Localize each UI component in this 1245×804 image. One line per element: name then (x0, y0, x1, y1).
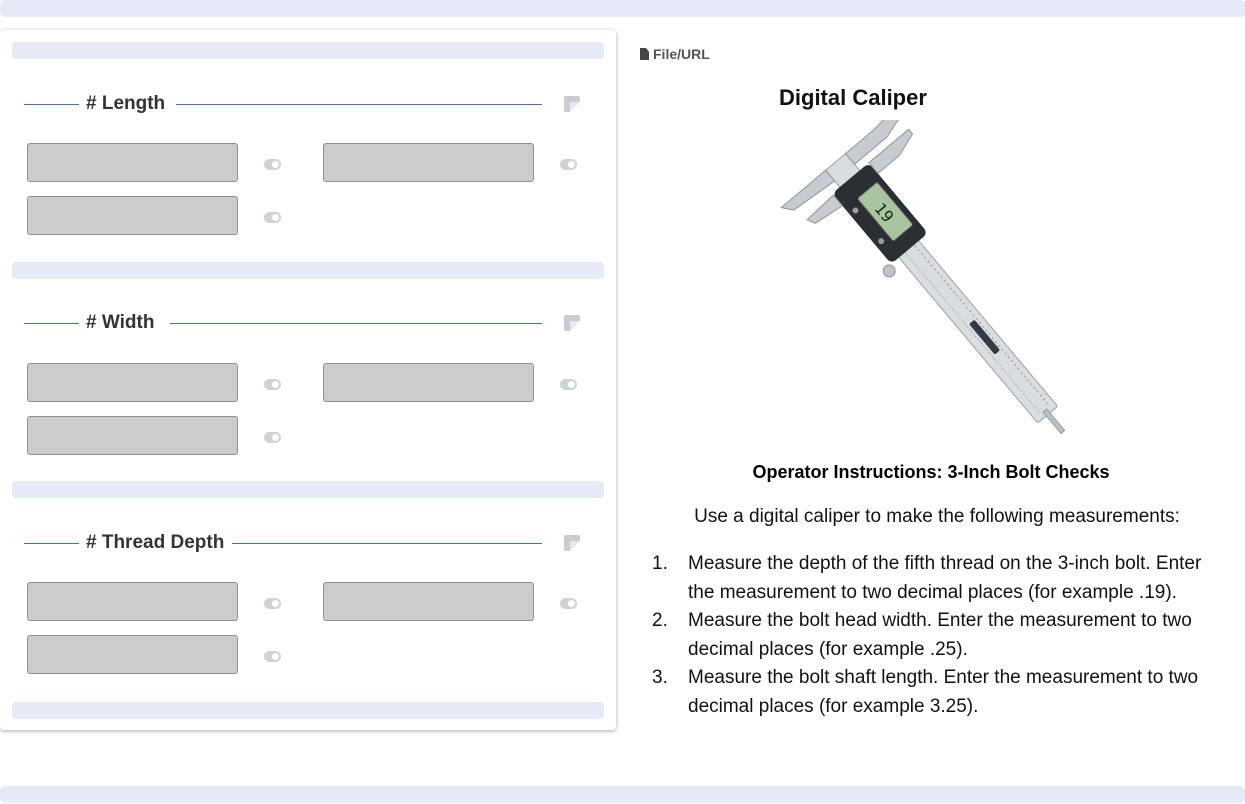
length-field-1[interactable] (27, 143, 238, 182)
toggle-icon[interactable] (264, 432, 281, 443)
header-rule (170, 323, 542, 324)
header-rule (24, 543, 79, 544)
section-title-width: # Width (86, 312, 155, 333)
divider-band (12, 702, 604, 719)
header-rule (24, 323, 79, 324)
note-icon[interactable] (564, 96, 580, 112)
section-header-thread-depth (24, 531, 580, 555)
toggle-icon[interactable] (560, 598, 577, 609)
length-field-2[interactable] (323, 143, 534, 182)
note-icon[interactable] (564, 315, 580, 331)
divider-band (12, 42, 604, 59)
instructions-heading: Operator Instructions: 3-Inch Bolt Checks (752, 462, 1110, 482)
divider-band (12, 481, 604, 498)
caliper-display-reading: 19 (870, 199, 898, 227)
instruction-number: 1. (652, 553, 668, 574)
instruction-text: Measure the bolt head width. Enter the measurement to two decimal places (for example .25). (688, 610, 1192, 660)
section-header-width (24, 311, 580, 335)
toggle-icon[interactable] (560, 159, 577, 170)
instruction-item (652, 664, 1222, 721)
section-title-length: # Length (86, 93, 166, 114)
toggle-icon[interactable] (264, 212, 281, 223)
header-rule (232, 543, 542, 544)
toggle-icon[interactable] (264, 598, 281, 609)
header-rule (176, 104, 542, 105)
instructions-list (652, 550, 1222, 721)
file-icon (640, 48, 649, 60)
header-rule (24, 104, 79, 105)
instruction-item (652, 550, 1222, 607)
toggle-icon[interactable] (264, 379, 281, 390)
bottom-band (0, 786, 1245, 803)
instruction-text: Measure the depth of the fifth thread on the 3-inch bolt. Enter the measurement to two decimal places (for example .19). (688, 553, 1202, 603)
caliper-image (776, 120, 1096, 440)
toggle-icon[interactable] (560, 379, 577, 390)
instructions-intro: Use a digital caliper to make the following measurements: (694, 506, 1180, 527)
section-title-thread-depth: # Thread Depth (86, 532, 225, 553)
instruction-item (652, 607, 1222, 664)
thread-depth-field-1[interactable] (27, 582, 238, 621)
image-title: Digital Caliper (779, 85, 927, 110)
instruction-number: 3. (652, 667, 668, 688)
note-icon[interactable] (564, 535, 580, 551)
thread-depth-field-2[interactable] (323, 582, 534, 621)
width-field-2[interactable] (323, 363, 534, 402)
divider-band (12, 262, 604, 279)
length-field-3[interactable] (27, 196, 238, 235)
toggle-icon[interactable] (264, 651, 281, 662)
form-panel (0, 30, 616, 730)
instruction-number: 2. (652, 610, 668, 631)
top-band (0, 0, 1245, 17)
width-field-3[interactable] (27, 416, 238, 455)
file-url-link[interactable] (640, 46, 710, 62)
toggle-icon[interactable] (264, 159, 281, 170)
instruction-text: Measure the bolt shaft length. Enter the measurement to two decimal places (for example 3.25). (688, 667, 1199, 717)
width-field-1[interactable] (27, 363, 238, 402)
thread-depth-field-3[interactable] (27, 635, 238, 674)
section-header-length (24, 92, 580, 116)
file-url-label: File/URL (653, 46, 710, 62)
